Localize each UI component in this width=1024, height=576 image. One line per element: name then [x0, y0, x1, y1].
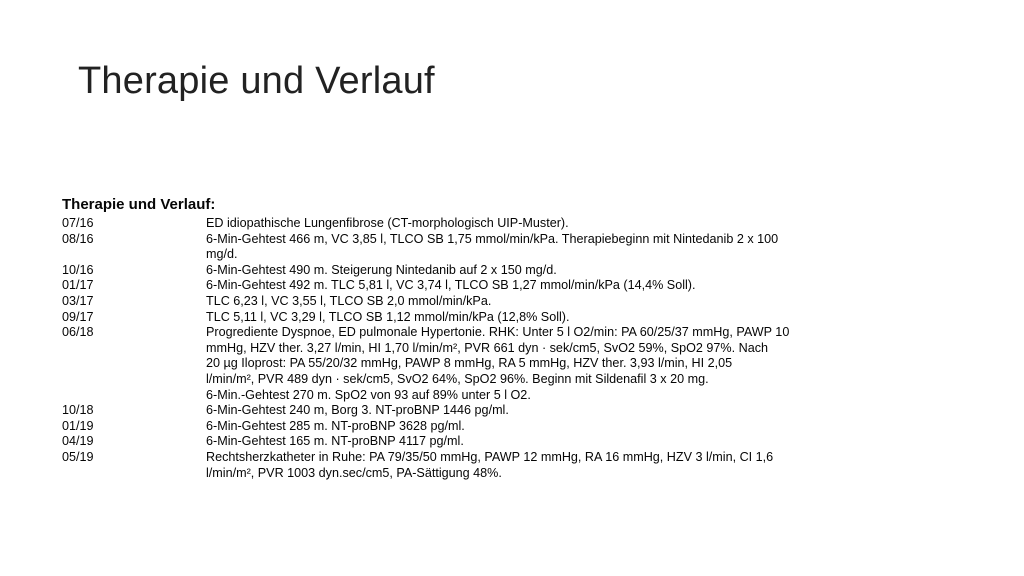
entry-row	[58, 419, 918, 435]
entry-text: TLC 6,23 l, VC 3,55 l, TLCO SB 2,0 mmol/min/kPa.	[206, 293, 492, 308]
entry-row	[58, 232, 918, 263]
entry-date: 04/19	[62, 434, 94, 449]
entry-date: 10/18	[62, 403, 94, 418]
entry-text: 6-Min-Gehtest 165 m. NT-proBNP 4117 pg/ml.	[206, 434, 464, 449]
entry-text: 6-Min-Gehtest 240 m, Borg 3. NT-proBNP 1446 pg/ml.	[206, 403, 509, 418]
entry-row	[58, 310, 918, 326]
entry-date: 07/16	[62, 216, 94, 230]
entry-row	[58, 325, 918, 403]
entry-row	[58, 216, 918, 232]
entry-row	[58, 263, 918, 279]
entry-row	[58, 450, 918, 481]
entry-date: 06/18	[62, 325, 94, 340]
entry-text: ED idiopathische Lungenfibrose (CT-morphologisch UIP-Muster).	[206, 216, 569, 230]
entry-row	[58, 403, 918, 419]
entry-row	[58, 434, 918, 450]
entry-text: TLC 5,11 l, VC 3,29 l, TLCO SB 1,12 mmol/min/kPa (12,8% Soll).	[206, 309, 570, 324]
entry-date: 10/16	[62, 262, 94, 277]
entry-text: 6-Min-Gehtest 492 m. TLC 5,81 l, VC 3,74 l, TLCO SB 1,27 mmol/min/kPa (14,4% Soll).	[206, 278, 696, 293]
entry-text: Rechtsherzkatheter in Ruhe: PA 79/35/50 mmHg, PAWP 12 mmHg, RA 16 mmHg, HZV 3 l/min, CI 1,6 l/min/m², PVR 1003 dyn.sec/cm5, PA-Sättigung 48%.	[206, 449, 774, 480]
entry-date: 03/17	[62, 293, 94, 308]
entry-text: 6-Min-Gehtest 490 m. Steigerung Nintedanib auf 2 x 150 mg/d.	[206, 262, 557, 277]
entry-row	[58, 278, 918, 294]
entry-row	[58, 294, 918, 310]
document-heading: Therapie und Verlauf:	[62, 196, 216, 213]
entry-date: 01/17	[62, 278, 94, 293]
entry-text: 6-Min-Gehtest 285 m. NT-proBNP 3628 pg/ml.	[206, 418, 465, 433]
entry-text: 6-Min-Gehtest 466 m, VC 3,85 l, TLCO SB 1,75 mmol/min/kPa. Therapiebeginn mit Nintedanib 2 x 100 mg/d.	[206, 231, 779, 262]
entry-date: 05/19	[62, 449, 94, 464]
slide-title: Therapie und Verlauf	[78, 60, 435, 102]
scanned-document	[58, 196, 918, 481]
entry-text: Progrediente Dyspnoe, ED pulmonale Hypertonie. RHK: Unter 5 l O2/min: PA 60/25/37 mmHg, PAWP 10 mmHg, HZV ther. 3,27 l/min, HI 1,70 l/min/m², PVR 661 dyn · sek/cm5, SvO2 59%, SpO2 97%. Nach 20 µg Iloprost: PA 55/20/32 mmHg, PAWP 8 mmHg, RA 5 mmHg, HZV ther. 3,93 l/min, HI 2,05 l/min/m², PVR 489 dyn · sek/cm5, SvO2 64%, SpO2 96%. Beginn mit Sildenafil 3 x 20 mg. 6-Min.-Gehtest 270 m. SpO2 von 93 auf 89% unter 5 l O2.	[206, 325, 790, 402]
entry-date: 09/17	[62, 309, 94, 324]
entry-date: 01/19	[62, 418, 94, 433]
entry-date: 08/16	[62, 231, 94, 246]
